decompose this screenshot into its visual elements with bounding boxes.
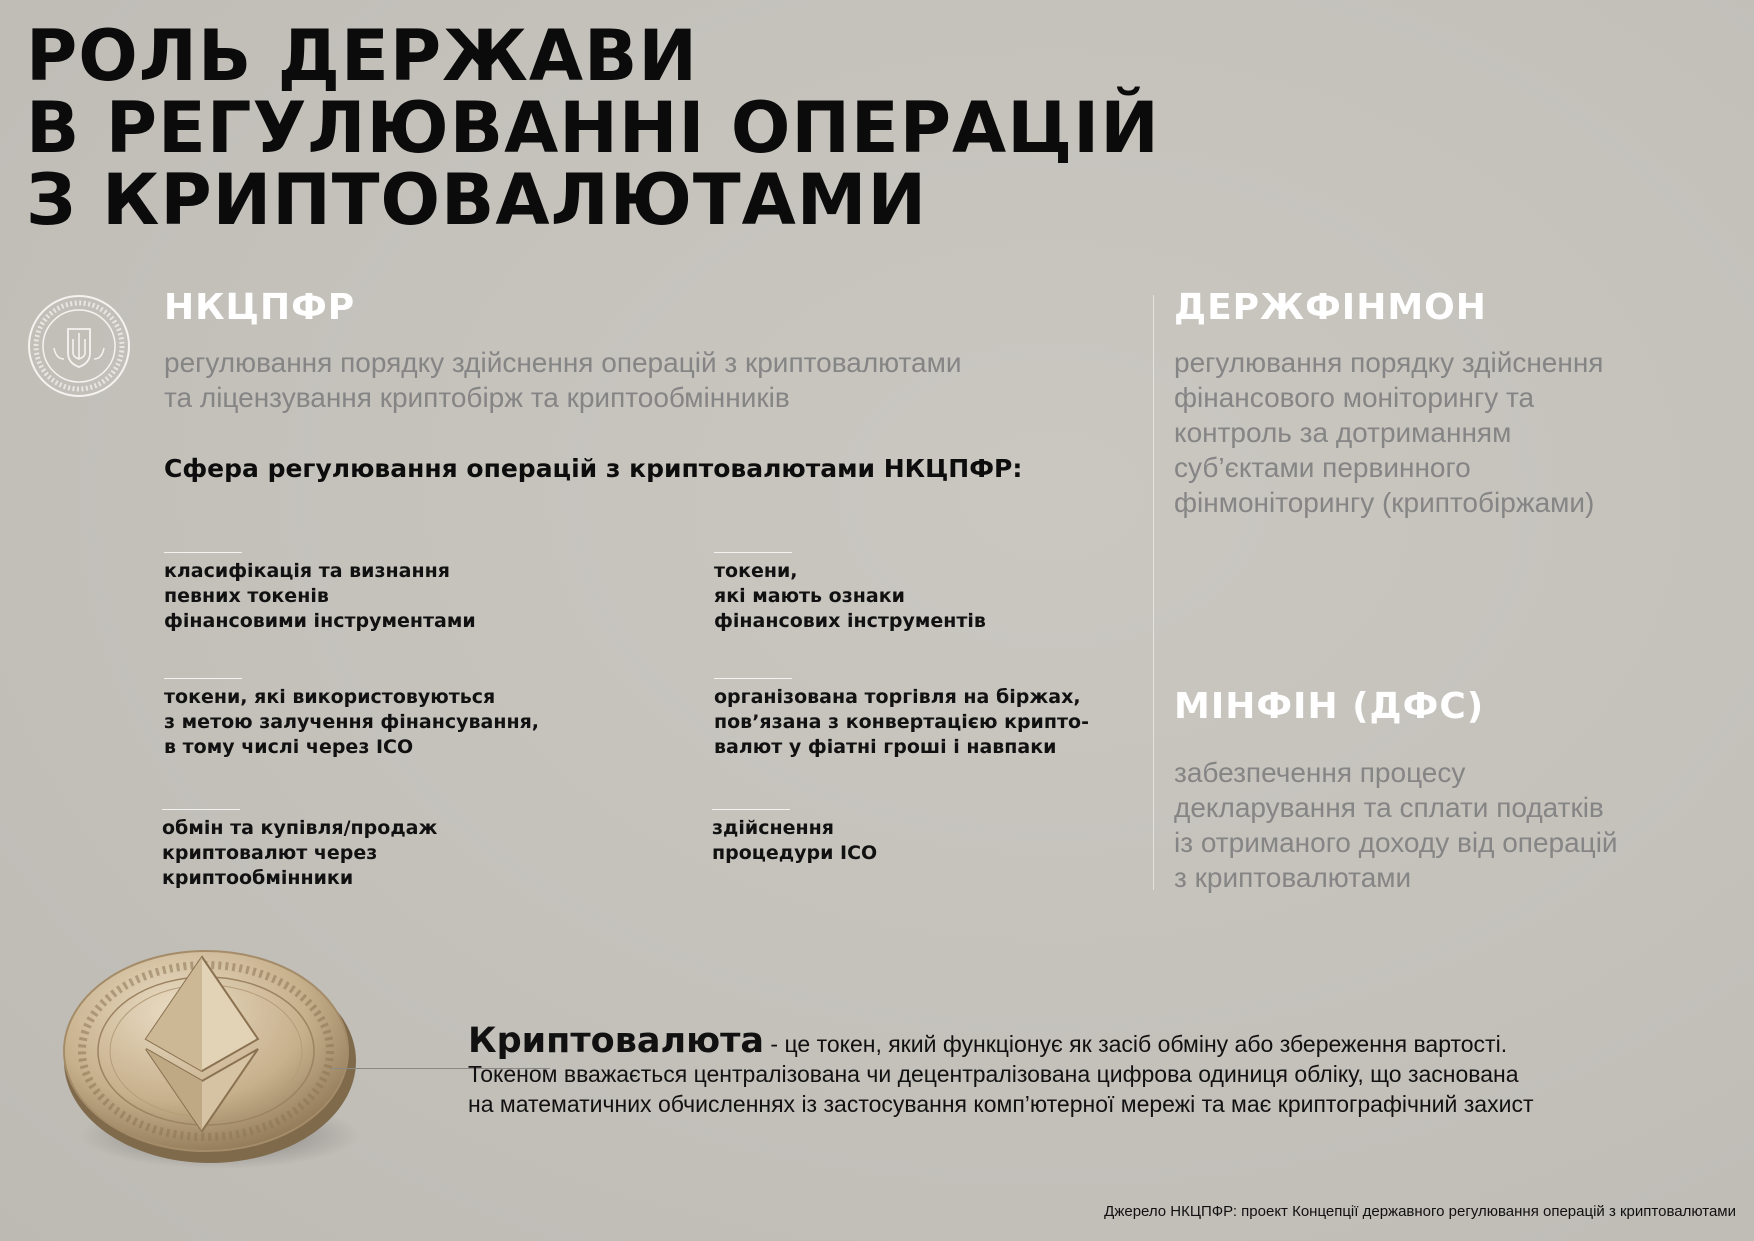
item-divider	[164, 678, 242, 679]
minfin-desc-line: декларування та сплати податків	[1174, 792, 1604, 823]
derzhfinmon-desc-line: суб’єктами первинного	[1174, 452, 1471, 483]
nkcpfr-seal-icon	[26, 293, 132, 399]
derzhfinmon-desc-line: контроль за дотриманням	[1174, 417, 1512, 448]
title-line-2: В РЕГУЛЮВАННІ ОПЕРАЦІЙ	[26, 87, 1160, 169]
nkcpfr-desc-line-1: регулювання порядку здійснення операцій з криптовалютами	[164, 347, 962, 378]
nkcpfr-description	[164, 345, 962, 415]
definition-term: Криптовалюта	[468, 1021, 765, 1061]
sphere-item-2	[714, 552, 1174, 634]
definition	[468, 1021, 1668, 1119]
minfin-desc-line: із отриманого доходу від операцій	[1174, 827, 1618, 858]
title-line-1: РОЛЬ ДЕРЖАВИ	[26, 15, 698, 97]
derzhfinmon-desc-line: фінмоніторингу (криптобіржами)	[1174, 487, 1595, 518]
derzhfinmon-desc-line: фінансового моніторингу та	[1174, 382, 1535, 413]
item-line: токени,	[714, 560, 798, 582]
definition-line-1: - це токен, який функціонує як засіб обміну або збереження вартості.	[764, 1031, 1508, 1057]
sphere-item-1	[164, 552, 624, 634]
item-line: з метою залучення фінансування,	[164, 711, 539, 733]
item-line: валют у фіатні гроші і навпаки	[714, 736, 1057, 758]
source-note: Джерело НКЦПФР: проект Концепції державного регулювання операцій з криптовалютами	[1104, 1203, 1736, 1220]
sphere-item-3	[164, 678, 624, 760]
minfin-description	[1174, 755, 1618, 895]
item-line: організована торгівля на біржах,	[714, 686, 1081, 708]
item-divider	[162, 809, 240, 810]
item-divider	[714, 552, 792, 553]
item-line: фінансових інструментів	[714, 610, 986, 632]
minfin-name: МІНФІН (ДФС)	[1174, 686, 1485, 727]
item-line: процедури ICO	[712, 842, 878, 864]
ethereum-coin-icon	[60, 935, 360, 1173]
definition-line-3: на математичних обчисленнях із застосування комп’ютерної мережі та має криптографічний захист	[468, 1091, 1534, 1117]
minfin-desc-line: з криптовалютами	[1174, 862, 1412, 893]
derzhfinmon-name: ДЕРЖФІНМОН	[1174, 287, 1487, 328]
title-line-3: З КРИПТОВАЛЮТАМИ	[26, 159, 928, 241]
item-line: криптовалют через	[162, 842, 378, 864]
column-divider	[1153, 295, 1154, 890]
item-line: обмін та купівля/продаж	[162, 817, 438, 839]
nkcpfr-block	[164, 287, 355, 328]
page-title	[26, 15, 1160, 241]
item-line: здійснення	[712, 817, 834, 839]
item-line: пов’язана з конвертацією крипто-	[714, 711, 1089, 733]
item-line: фінансовими інструментами	[164, 610, 476, 632]
nkcpfr-name: НКЦПФР	[164, 287, 356, 328]
item-divider	[164, 552, 242, 553]
item-line: в тому числі через ICO	[164, 736, 414, 758]
item-line: криптообмінники	[162, 867, 354, 889]
sphere-item-5	[162, 809, 622, 891]
item-divider	[712, 809, 790, 810]
nkcpfr-desc-line-2: та ліцензування криптобірж та криптообмінників	[164, 382, 790, 413]
item-line: токени, які використовуються	[164, 686, 496, 708]
derzhfinmon-description	[1174, 345, 1603, 520]
item-divider	[714, 678, 792, 679]
definition-line-2: Токеном вважається централізована чи децентралізована цифрова одиниця обліку, що заснована	[468, 1061, 1519, 1087]
sphere-title: Сфера регулювання операцій з криптовалютами НКЦПФР:	[164, 454, 1023, 483]
item-line: класифікація та визнання	[164, 560, 450, 582]
derzhfinmon-desc-line: регулювання порядку здійснення	[1174, 347, 1604, 378]
item-line: певних токенів	[164, 585, 329, 607]
minfin-desc-line: забезпечення процесу	[1174, 757, 1466, 788]
sphere-item-4	[714, 678, 1174, 760]
sphere-item-6	[712, 809, 1172, 866]
item-line: які мають ознаки	[714, 585, 905, 607]
